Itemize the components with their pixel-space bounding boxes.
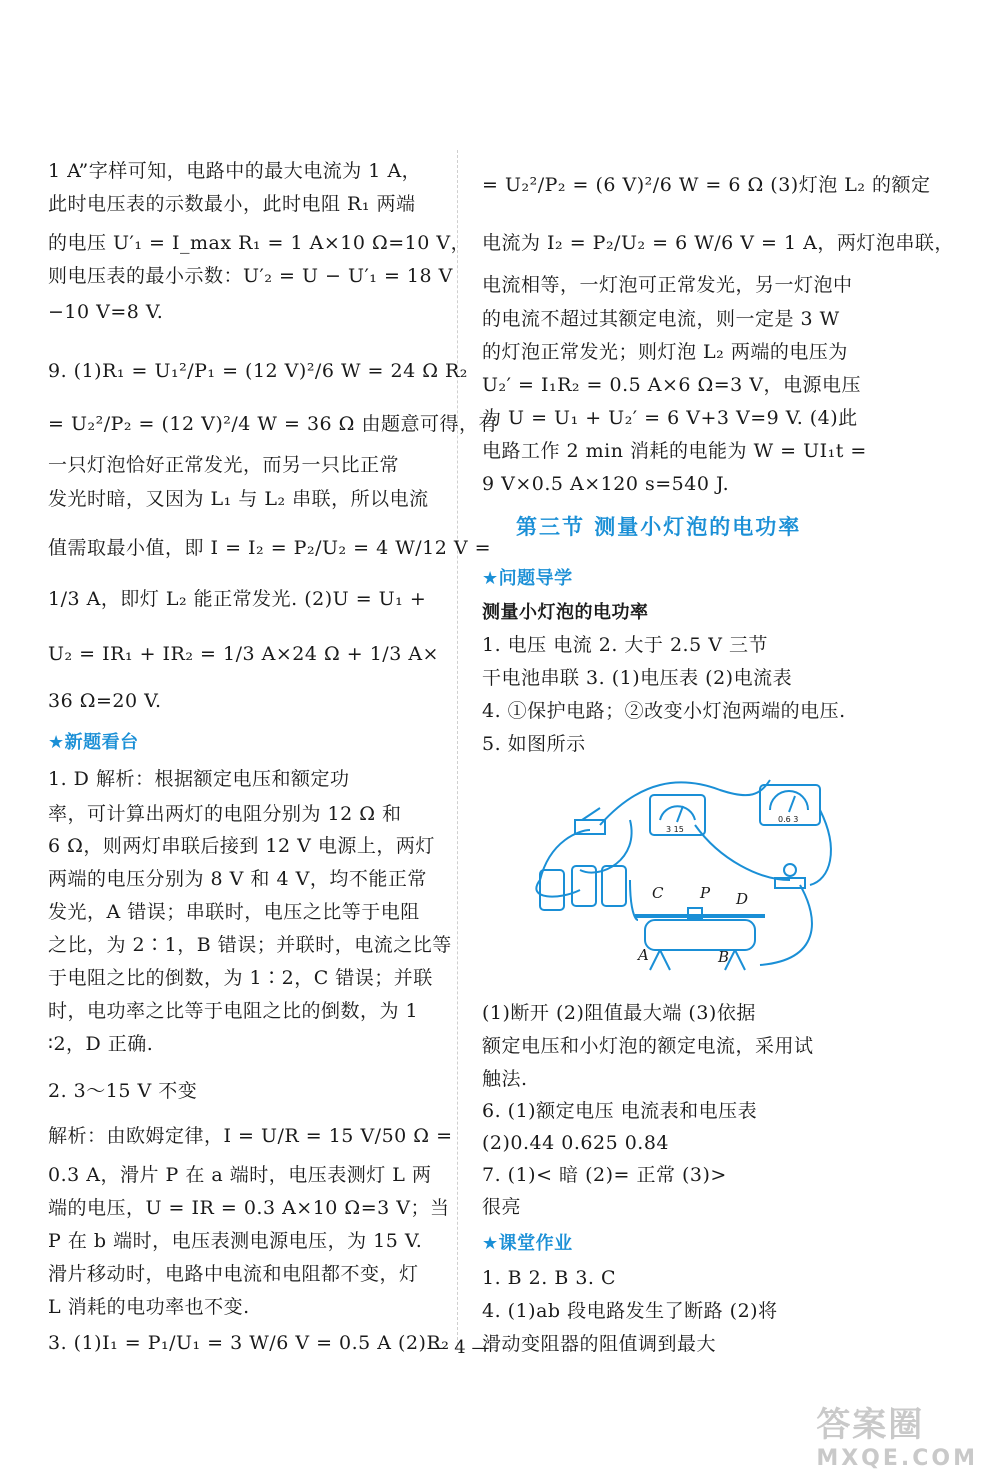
text-line: 时，电功率之比等于电阻之比的倒数，为 1 [48,1000,419,1022]
text-line: 滑动变阻器的阻值调到最大 [482,1333,717,1355]
wire [600,780,770,825]
label-d: D [736,890,749,908]
text-line: 9 V×0.5 A×120 s=540 J. [482,473,730,495]
battery [602,866,626,906]
text-line: 1. D 解析：根据额定电压和额定功 [48,768,350,790]
text-line: 发光时暗，又因为 L₁ 与 L₂ 串联，所以电流 [48,488,429,510]
watermark-top: 答案圈 [816,1405,925,1445]
text-line: 1. B 2. B 3. C [482,1267,617,1289]
text-line: U₂′ = I₁R₂ = 0.5 A×6 Ω=3 V，电源电压 [482,374,862,396]
text-line: 两端的电压分别为 8 V 和 4 V，均不能正常 [48,868,427,890]
watermark-logo [816,1397,978,1471]
text-line: 此时电压表的示数最小，此时电阻 R₁ 两端 [48,193,416,215]
text-line: 的电压 U′₁ = I_max R₁ = 1 A×10 Ω=10 V， [48,232,471,254]
text-line: 则电压表的最小示数：U′₂ = U − U′₁ = 18 V [48,265,453,287]
text-line: U₂ = IR₁ + IR₂ = 1/3 A×24 Ω + 1/3 A× [48,643,439,665]
bulb [784,864,796,876]
text-line: 1/3 A，即灯 L₂ 能正常发光. (2)U = U₁ + [48,588,427,610]
text-line: 1 A”字样可知，电路中的最大电流为 1 A， [48,160,422,182]
text-line: 4. (1)ab 段电路发生了断路 (2)将 [482,1300,778,1322]
text-line: 值需取最小值，即 I = I₂ = P₂/U₂ = 4 W/12 V = [48,537,492,559]
text-line: 解析：由欧姆定律，I = U/R = 15 V/50 Ω = [48,1125,453,1147]
text-line: P 在 b 端时，电压表测电源电压，为 15 V. [48,1230,423,1252]
voltmeter-dial [770,791,808,810]
text-line: 9. (1)R₁ = U₁²/P₁ = (12 V)²/6 W = 24 Ω R₂ [48,360,468,382]
text-line: 3. (1)I₁ = P₁/U₁ = 3 W/6 V = 0.5 A (2)R₂ [48,1332,450,1354]
label-c: C [652,884,664,902]
text-line: 为 U = U₁ + U₂′ = 6 V+3 V=9 V. (4)此 [482,407,858,429]
text-line: (1)断开 (2)阻值最大端 (3)依据 [482,1002,756,1024]
text-line: = U₂²/P₂ = (12 V)²/4 W = 36 Ω 由题意可得，有 [48,413,498,435]
text-line: 的电流不超过其额定电流，则一定是 3 W [482,308,840,330]
text-line: 2. 3～15 V 不变 [48,1080,198,1102]
text-line: 率，可计算出两灯的电阻分别为 12 Ω 和 [48,803,402,825]
label-b: B [718,948,730,966]
section-heading-new: ★新题看台 [48,732,139,753]
text-line: 7. (1)< 暗 (2)= 正常 (3)> [482,1164,727,1186]
text-line: 6 Ω，则两灯串联后接到 12 V 电源上，两灯 [48,835,435,857]
wire [760,885,812,965]
text-line: 电路工作 2 min 消耗的电能为 W = UI₁t = [482,440,867,462]
text-line: 0.3 A，滑片 P 在 a 端时，电压表测灯 L 两 [48,1164,432,1186]
text-line: 5. 如图所示 [482,733,586,755]
battery [540,870,564,910]
text-line: (2)0.44 0.625 0.84 [482,1132,669,1154]
text-line: 6. (1)额定电压 电流表和电压表 [482,1100,758,1122]
section-heading-class: ★课堂作业 [482,1233,573,1254]
text-line: 1. 电压 电流 2. 大于 2.5 V 三节 [482,634,768,656]
wire [540,830,590,880]
label-a: A [638,946,649,964]
label-p: P [700,884,711,902]
text-line: 发光，A 错误；串联时，电压之比等于电阻 [48,901,420,923]
text-line: 电流相等，一灯泡可正常发光，另一灯泡中 [482,274,853,296]
watermark-bottom: MXQE.COM [816,1446,978,1471]
text-line: = U₂²/P₂ = (6 V)²/6 W = 6 Ω (3)灯泡 L₂ 的额定 [482,174,931,196]
text-line: 很亮 [482,1196,522,1218]
text-line: 一只灯泡恰好正常发光，而另一只比正常 [48,454,400,476]
text-line: 电流为 I₂ = P₂/U₂ = 6 W/6 V = 1 A，两灯泡串联， [482,232,954,254]
wire [536,880,580,897]
text-line: 滑片移动时，电路中电流和电阻都不变，灯 [48,1263,419,1285]
text-line: 于电阻之比的倒数，为 1∶2，C 错误；并联 [48,967,433,989]
text-line: 之比，为 2∶1，B 错误；并联时，电流之比等 [48,934,452,956]
rheostat-coil [645,920,755,950]
column-divider [457,150,458,1350]
switch-lever [582,808,600,820]
text-line: 端的电压，U = IR = 0.3 A×10 Ω=3 V；当 [48,1197,450,1219]
text-line: L 消耗的电功率也不变. [48,1296,250,1318]
text-line: 36 Ω=20 V. [48,690,162,712]
text-line: 触法. [482,1068,528,1090]
meter-scale: 3 15 [666,825,684,834]
wire [695,825,790,880]
rheostat-leg [650,950,670,970]
section-heading-guide: ★问题导学 [482,568,573,589]
text-line: −10 V=8 V. [48,301,164,323]
text-line: 额定电压和小灯泡的额定电流，采用试 [482,1035,814,1057]
text-line: 干电池串联 3. (1)电压表 (2)电流表 [482,667,793,689]
section-title: 第三节 测量小灯泡的电功率 [516,515,802,539]
meter-scale: 0.6 3 [778,815,799,824]
page-number: — 4 — [430,1337,490,1358]
text-line: 4. ①保护电路；②改变小灯泡两端的电压. [482,700,846,722]
text-line: 的灯泡正常发光；则灯泡 L₂ 两端的电压为 [482,341,848,363]
subsection-title: 测量小灯泡的电功率 [482,602,649,623]
circuit-diagram [520,770,840,980]
text-line: ∶2，D 正确. [48,1033,154,1055]
